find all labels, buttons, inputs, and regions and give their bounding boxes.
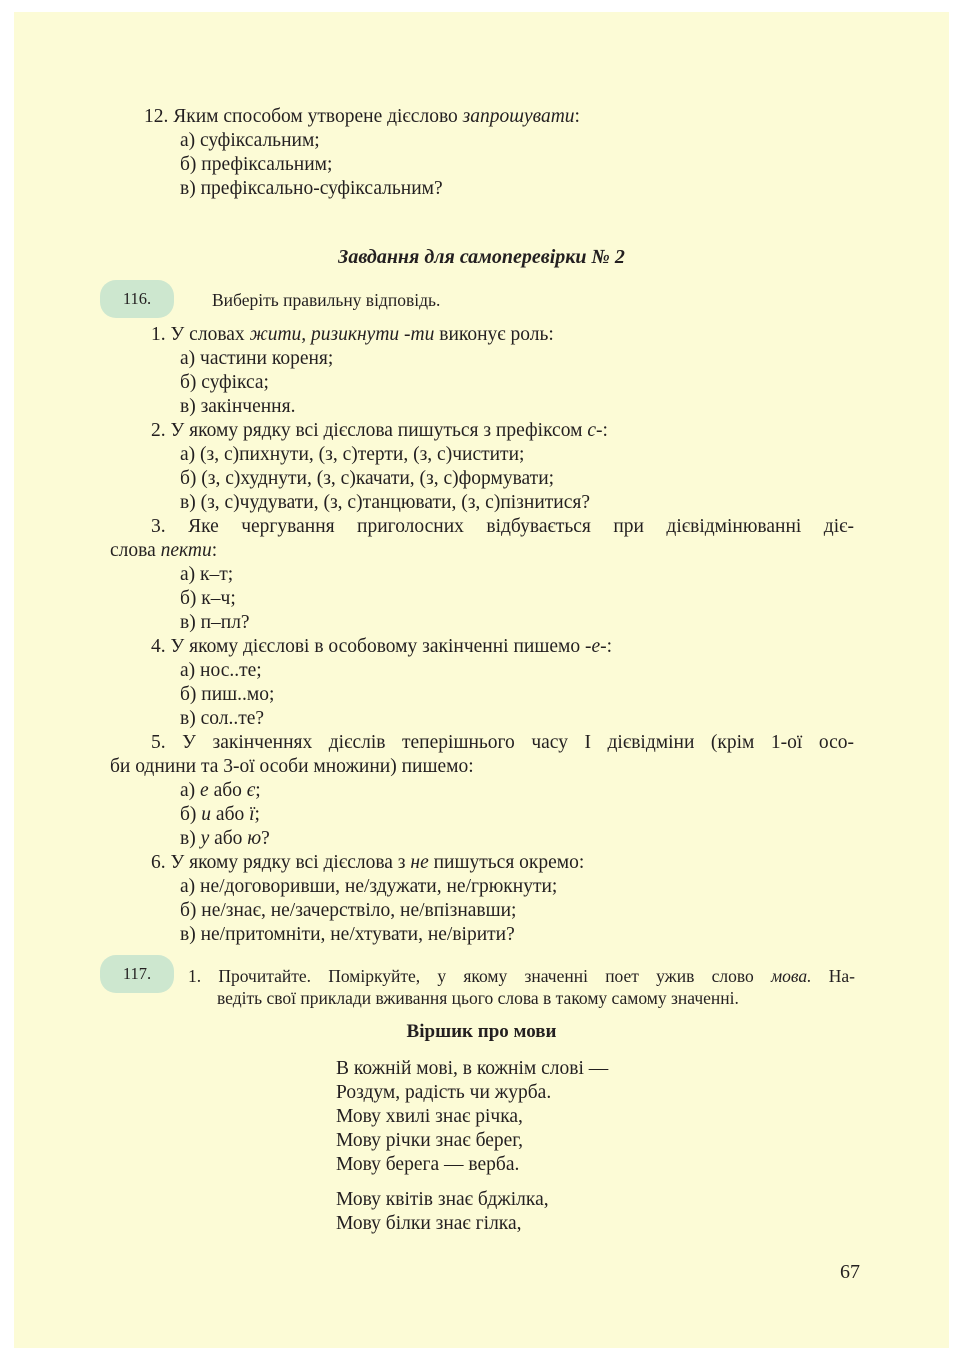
- ex116-q3-line1: 3. Яке чергування приголосних відбувається при дієвідмінюванні діє-: [151, 516, 854, 537]
- ex116-q5-option-c-label: в): [180, 828, 201, 849]
- ex116-q2-option-c: в) (з, с)чудувати, (з, с)танцювати, (з, с)пізнитися?: [180, 492, 590, 513]
- ex116-q6-pre: 6. У якому рядку всі дієслова з: [151, 852, 411, 873]
- ex116-q2-post: :: [602, 420, 608, 441]
- textbook-page: [14, 12, 949, 1348]
- ex116-q4-pre: 4. У якому дієслові в особовому закінченні пишемо: [151, 636, 585, 657]
- ex116-q1-words: жити, ризикнути -ти: [249, 324, 435, 345]
- ex116-q3-word: пекти: [160, 540, 212, 561]
- poem-line: Мову берега — верба.: [336, 1154, 520, 1175]
- ex116-q5-option-b-second: ї: [249, 804, 255, 825]
- poem-line: Мову хвилі знає річка,: [336, 1106, 523, 1127]
- ex116-q5-line1: 5. У закінченнях дієслів теперішнього часу І дієвідміни (крім 1-ої осо-: [151, 732, 854, 753]
- ex116-q5-option-c-second: ю: [247, 828, 262, 849]
- poem-line: Мову квітів знає бджілка,: [336, 1189, 549, 1210]
- ex117-task-line1: [188, 965, 855, 987]
- ex116-q3-line2-post: :: [211, 540, 218, 561]
- ex116-q5-option-c-mid: або: [209, 828, 248, 849]
- ex116-q4-post: :: [606, 636, 613, 657]
- ex116-q4-ending: -е-: [584, 636, 607, 657]
- q12-option-c: в) префіксально-суфіксальним?: [180, 178, 443, 199]
- ex117-task-line2: ведіть свої приклади вживання цього слова в такому самому значенні.: [217, 988, 739, 1008]
- ex116-q3-option-a: а) к–т;: [180, 564, 234, 585]
- ex116-q6-option-b: б) не/знає, не/зачерствіло, не/впізнавши;: [180, 900, 517, 921]
- exercise-117-badge: 117.: [100, 955, 174, 993]
- ex116-q1-option-c: в) закінчення.: [180, 396, 296, 417]
- page-number: 67: [840, 1261, 860, 1283]
- ex116-q5-option-a-first: е: [200, 780, 209, 801]
- ex116-q5-option-b-mid: або: [211, 804, 250, 825]
- ex116-q6-stem: [151, 851, 584, 875]
- q12-option-b: б) префіксальним;: [180, 154, 333, 175]
- q12-option-a: а) суфіксальним;: [180, 130, 320, 151]
- ex116-q3-line2: [110, 539, 217, 563]
- q12-stem-text: 12. Яким способом утворене дієслово: [144, 106, 463, 127]
- ex116-q4-option-a: а) нос..те;: [180, 660, 262, 681]
- exercise-116-badge: 116.: [100, 280, 174, 318]
- ex116-q1-option-b: б) суфікса;: [180, 372, 269, 393]
- poem-line: Мову річки знає берег,: [336, 1130, 523, 1151]
- poem-line: Роздум, радість чи журба.: [336, 1082, 552, 1103]
- ex116-q5-option-b: [180, 803, 260, 827]
- ex116-q4-option-c: в) сол..те?: [180, 708, 265, 729]
- ex116-q3-option-b: б) к–ч;: [180, 588, 236, 609]
- poem-title: Віршик про мови: [406, 1021, 557, 1042]
- poem-line: В кожній мові, в кожнім слові —: [336, 1058, 609, 1079]
- ex116-q3-option-c: в) п–пл?: [180, 612, 250, 633]
- ex116-q2-option-a: а) (з, с)пихнути, (з, с)терти, (з, с)чистити;: [180, 444, 525, 465]
- ex116-q5-option-b-first: и: [201, 804, 212, 825]
- ex116-q6-word: не: [410, 852, 429, 873]
- ex116-q5-option-c: [180, 827, 270, 851]
- section-heading: Завдання для самоперевірки № 2: [338, 246, 625, 268]
- ex116-q2-stem: [151, 419, 608, 443]
- ex116-q5-option-c-end: ?: [261, 828, 270, 849]
- ex116-q2-pre: 2. У якому рядку всі дієслова пишуться з префіксом: [151, 420, 588, 441]
- ex116-q5-option-a-label: а): [180, 780, 201, 801]
- ex117-task-line1-post: На-: [811, 966, 855, 986]
- ex116-q6-option-c: в) не/притомніти, не/хтувати, не/вірити?: [180, 924, 515, 945]
- ex116-q3-line2-pre: слова: [110, 540, 161, 561]
- ex116-q5-option-b-end: ;: [254, 804, 260, 825]
- ex116-q5-option-a: [180, 779, 261, 803]
- q12-stem-word: запрошувати: [462, 106, 575, 127]
- ex116-q2-option-b: б) (з, с)худнути, (з, с)качати, (з, с)формувати;: [180, 468, 555, 489]
- ex116-q6-option-a: а) не/договоривши, не/здужати, не/грюкнути;: [180, 876, 558, 897]
- ex116-q4-option-b: б) пиш..мо;: [180, 684, 275, 705]
- ex116-q6-post: пишуться окремо:: [428, 852, 585, 873]
- ex117-task-line1-pre: 1. Прочитайте. Поміркуйте, у якому значенні поет ужив слово: [188, 966, 771, 986]
- ex116-q5-option-b-label: б): [180, 804, 202, 825]
- ex116-q1-option-a: а) частини кореня;: [180, 348, 334, 369]
- ex116-q4-stem: [151, 635, 612, 659]
- ex116-q5-option-a-end: ;: [255, 780, 261, 801]
- ex116-q1-stem: [151, 323, 554, 347]
- ex116-q2-prefix: с-: [587, 420, 603, 441]
- q12-stem: [144, 105, 580, 129]
- ex116-instruction: Виберіть правильну відповідь.: [212, 290, 441, 310]
- ex116-q5-option-a-mid: або: [208, 780, 247, 801]
- ex116-q5-line2: би однини та 3-ої особи множини) пишемо:: [110, 756, 474, 777]
- q12-stem-colon: :: [574, 106, 580, 127]
- poem-line: Мову білки знає гілка,: [336, 1213, 522, 1234]
- ex116-q1-pre: 1. У словах: [151, 324, 250, 345]
- ex116-q5-option-c-first: у: [200, 828, 210, 849]
- ex116-q5-option-a-second: є: [246, 780, 256, 801]
- ex116-q1-post: виконує роль:: [434, 324, 554, 345]
- ex117-task-line1-word: мова.: [771, 966, 812, 986]
